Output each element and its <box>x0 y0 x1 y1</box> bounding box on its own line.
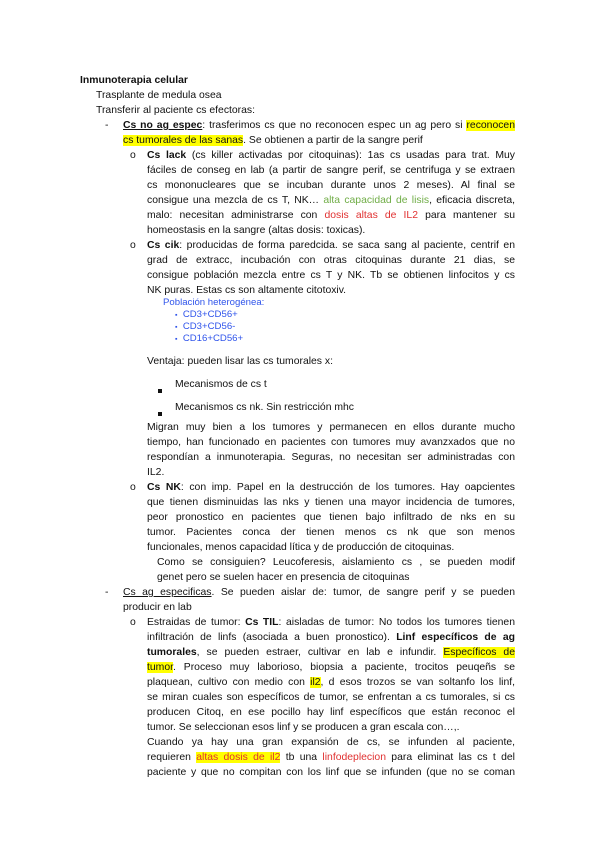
lak-line-1: Cs lack (cs killer activadas por citoquinas): 1as cs usadas para trat. Muy <box>147 150 515 161</box>
til-line-4: tumor. Proceso muy laborioso, biopsia a paciente, trocitos peuqeñs se <box>147 662 515 673</box>
lak-line-5: malo: necesitan administrarse con dosis altas de IL2 para mantener su <box>147 210 515 221</box>
doc-title: Inmunoterapia celular <box>80 75 188 86</box>
til-line-2: infiltración de linfs (asociada a buen pronostico). Linf específicos de ag <box>147 632 515 643</box>
til-line-10: requieren altas dosis de il2 tb una linfodeplecion para eliminat las cs t del <box>147 752 515 763</box>
lak-heading: Cs lack <box>147 150 187 161</box>
nk-line-7: genet pero se suelen hacer en presencia de citoquinas <box>157 572 410 583</box>
cik-heading: Cs cik <box>147 240 180 251</box>
line-trasplante: Trasplante de medula osea <box>96 90 222 101</box>
cik-line-1: Cs cik: producidas de forma paredcida. se saca sang al paciente, centrif en <box>147 240 515 251</box>
sec2-line-1: Cs ag especificas. Se pueden aislar de: tumor, de sangre perif y se pueden <box>123 587 515 598</box>
circle-bullet: o <box>130 482 136 493</box>
square-bullet <box>158 406 162 421</box>
square-bullet <box>158 383 162 398</box>
mecanismo-2: Mecanismos cs nk. Sin restricción mhc <box>175 402 354 413</box>
het-item-2: ▪ CD3+CD56- <box>175 321 236 332</box>
cik-migran-1: Migran muy bien a los tumores y permanecen en ellos durante mucho <box>147 422 515 433</box>
lak-line-4: consigue una mezcla de cs T, NK… alta capacidad de lisis, eficacia discreta, <box>147 195 515 206</box>
sec2-line-2: producir en lab <box>123 602 192 613</box>
mecanismo-1: Mecanismos de cs t <box>175 379 267 390</box>
cik-migran-2: tiempo, han funcionado en pacientes con tumores muy avanzxados que no <box>147 437 515 448</box>
line-transferir: Transferir al paciente cs efectoras: <box>96 105 256 116</box>
dash-bullet: - <box>105 587 109 598</box>
lak-line-6: homeostasis en la sangre (altas dosis: toxicas). <box>147 225 366 236</box>
cik-line-3: consigue población mezcla entre cs T y NK. Tb se obtienen linfocitos y cs <box>147 270 515 281</box>
circle-bullet: o <box>130 150 136 161</box>
cik-line-4: NK puras. Estas cs son altamente citotoxiv. <box>147 285 347 296</box>
cik-migran-3: respondían a inmunoterapia. Seguras, no necesitan ser administradas con <box>147 452 515 463</box>
lak-line-3: cs mononucleares que se incuban durante unos 2 meses). Al final se <box>147 180 515 191</box>
circle-bullet: o <box>130 240 136 251</box>
nk-line-5: funcionales, menos capacidad lítica y de producción de citoquinas. <box>147 542 455 553</box>
til-line-11: paciente y que no compitan con los linf que se infunden (que no se coman <box>147 767 515 778</box>
lak-line-2: fáciles de conseg en lab (a partir de sangre perif, se centrifuga y se extraen <box>147 165 515 176</box>
til-line-7: producen Citoq, en ese pocillo hay linf específicos que están reconoc el <box>147 707 515 718</box>
het-item-1: ▪ CD3+CD56+ <box>175 309 238 320</box>
dash-bullet: - <box>105 120 109 131</box>
nk-line-6: Como se consiguien? Leucoferesis, aislamiento cs , se pueden modif <box>157 557 515 568</box>
sec1-heading: Cs no ag espec <box>123 120 203 131</box>
nk-line-3: peor pronostico en pacientes que tienen bajo infiltrado de nks en su <box>147 512 515 523</box>
circle-bullet: o <box>130 617 136 628</box>
cik-line-2: grad de extracc, incubación con otras citoquinas durante 21 dias, se <box>147 255 515 266</box>
til-line-5: plaquean, cultivo con medio con il2, d esos trozos se van soltanfo los linf, <box>147 677 515 688</box>
til-heading: Cs TIL <box>245 617 279 628</box>
sec1-line-2: cs tumorales de las sanas. Se obtienen a partir de la sangre perif <box>123 135 423 146</box>
ventaja-line: Ventaja: pueden lisar las cs tumorales x: <box>147 356 333 367</box>
heterogenea-title: Población heterogénea: <box>163 297 265 308</box>
til-line-1: Estraidas de tumor: Cs TIL: aisladas de tumor: No todos los tumores tienen <box>147 617 515 628</box>
til-line-9: Cuando ya hay una gran expansión de cs, se infunden al paciente, <box>147 737 515 748</box>
sec1-line-1: Cs no ag espec: trasferimos cs que no reconocen espec un ag pero si reconocen <box>123 120 515 131</box>
til-line-6: se miran cuales son específicos de tumor, se enfrentan a cs tumorales, si cs <box>147 692 515 703</box>
nk-line-2: que tienen disminuidas las nks y tienen una mayor incidencia de tumores, <box>147 497 515 508</box>
nk-line-1: Cs NK: con imp. Papel en la destrucción de los tumores. Hay oapcientes <box>147 482 515 493</box>
til-line-3: tumorales, se pueden estraer, cultivar en lab e infundir. Específicos de <box>147 647 515 658</box>
nk-heading: Cs NK <box>147 482 181 493</box>
het-item-3: ▪ CD16+CD56+ <box>175 333 244 344</box>
cik-migran-4: IL2. <box>147 467 165 478</box>
til-line-8: tumor. Se seleccionan esos linf y se producen a gran escala con…,. <box>147 722 460 733</box>
sec2-heading: Cs ag especificas <box>123 587 212 598</box>
nk-line-4: tumor. Pacientes conca der tienen menos cs nk que son menos <box>147 527 515 538</box>
